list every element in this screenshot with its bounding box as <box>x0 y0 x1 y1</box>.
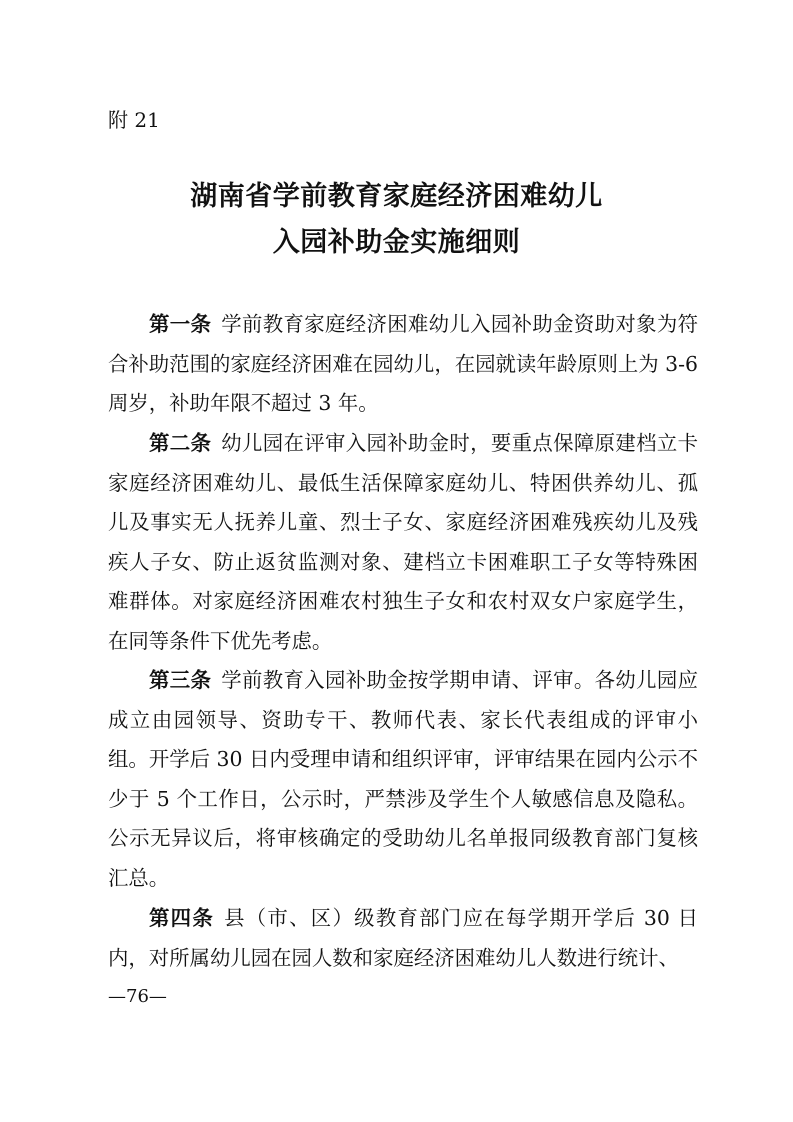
article-1 <box>108 305 698 424</box>
article-4 <box>108 899 698 978</box>
article-2-text: 幼儿园在评审入园补助金时，要重点保障原建档立卡家庭经济困难幼儿、最低生活保障家庭幼儿、特困供养幼儿、孤儿及事实无人抚养儿童、烈士子女、家庭经济困难残疾幼儿及残疾人子女、防止返贫监测对象、建档立卡困难职工子女等特殊困难群体。对家庭经济困难农村独生子女和农村双女户家庭学生，在同等条件下优先考虑。 <box>108 431 698 653</box>
article-2 <box>108 424 698 661</box>
article-4-number: 第四条 <box>149 906 215 930</box>
article-3 <box>108 661 698 898</box>
attachment-label: 附 21 <box>108 108 160 132</box>
page-number: —76— <box>108 986 167 1007</box>
article-4-text: 县（市、区）级教育部门应在每学期开学后 30 日内，对所属幼儿园在园人数和家庭经济困难幼儿人数进行统计、 <box>108 906 698 970</box>
document-title-line-2: 入园补助金实施细则 <box>272 227 521 258</box>
article-1-text: 学前教育家庭经济困难幼儿入园补助金资助对象为符合补助范围的家庭经济困难在园幼儿，在园就读年龄原则上为 3-6 周岁，补助年限不超过 3 年。 <box>108 312 698 415</box>
document-title-line-1: 湖南省学前教育家庭经济困难幼儿 <box>190 181 603 212</box>
article-3-text: 学前教育入园补助金按学期申请、评审。各幼儿园应成立由园领导、资助专干、教师代表、家长代表组成的评审小组。开学后 30 日内受理申请和组织评审，评审结果在园内公示不少于 5 个工作日，公示时，严禁涉及学生个人敏感信息及隐私。公示无异议后，将审核确定的受助幼儿名单报同级教育部门复核汇总。 <box>108 668 698 890</box>
article-2-number: 第二条 <box>149 431 212 455</box>
article-3-number: 第三条 <box>149 668 212 692</box>
article-1-number: 第一条 <box>149 312 212 336</box>
